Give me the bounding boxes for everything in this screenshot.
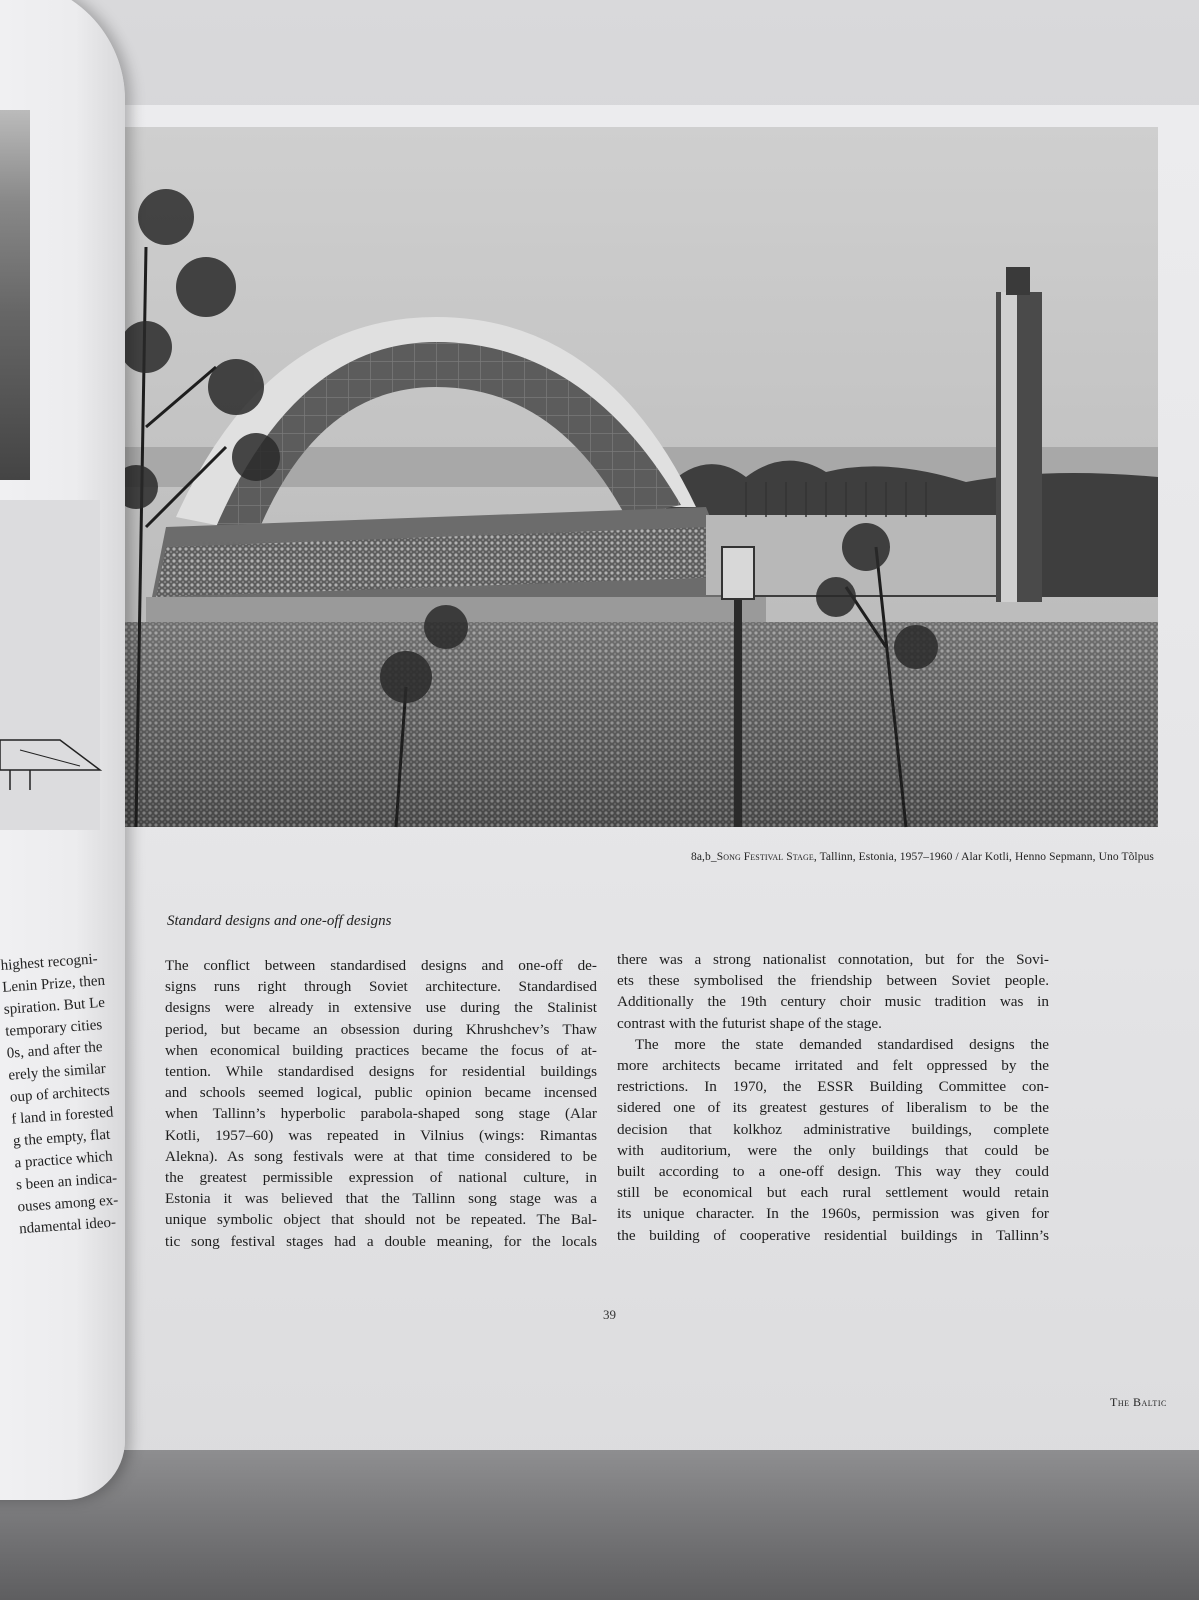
text-line: Kotli, 1957–60) was repeated in Vilnius (wings: Rimantas xyxy=(165,1126,597,1144)
text-line: tic song festival stages had a double meaning, for the locals xyxy=(165,1232,597,1250)
text-line: temporary cities xyxy=(4,1017,103,1040)
text-line: more architects became irritated and felt oppressed by the xyxy=(617,1057,1049,1075)
text-line: tention. While standardised designs for residential buildings xyxy=(165,1063,597,1081)
text-line: ouses among ex- xyxy=(17,1192,119,1216)
text-line: restrictions. In 1970, the ESSR Building Committee con- xyxy=(617,1078,1049,1096)
left-page xyxy=(0,0,125,1500)
left-page-photo xyxy=(0,110,30,480)
text-line: when Tallinn’s hyperbolic parabola-shaped song stage (Alar xyxy=(165,1105,597,1123)
text-line: g the empty, flat xyxy=(12,1126,111,1150)
text-line: the building of cooperative residential buildings in Tallinn’s xyxy=(617,1226,1049,1244)
text-line: 0s, and after the xyxy=(6,1039,104,1062)
left-page-text xyxy=(0,949,119,1241)
text-line: Lenin Prize, then xyxy=(1,972,106,996)
caption-separator: / xyxy=(955,851,959,863)
text-line: still be economical but each rural settlement would retain xyxy=(617,1184,1049,1202)
text-line: built according to a one-off design. This way they could xyxy=(617,1163,1049,1181)
text-line: f land in forested xyxy=(10,1104,114,1128)
text-line: unique symbolic object that should not be repeated. The Bal- xyxy=(165,1211,597,1229)
text-line: oup of architects xyxy=(9,1082,111,1106)
caption-architects: Alar Kotli, Henno Sepmann, Uno Tõlpus xyxy=(961,851,1154,863)
song-festival-stage-photo xyxy=(106,127,1158,827)
text-line: s been an indica- xyxy=(15,1170,118,1194)
caption-place-date: , Tallinn, Estonia, 1957–1960 xyxy=(813,851,953,863)
text-line: highest recogni- xyxy=(0,951,99,974)
text-line: when economical building practices became the focus of at- xyxy=(165,1041,597,1059)
caption-title: Song Festival Stage xyxy=(716,851,814,863)
text-line: The conflict between standardised designs and one-off de- xyxy=(165,957,597,974)
text-line: signs runs right through Soviet architecture. Standardised xyxy=(165,978,597,996)
text-line: and schools seemed logical, public opinion became incensed xyxy=(165,1084,597,1102)
text-line: period, but became an obsession during Khrushchev’s Thaw xyxy=(165,1020,597,1038)
section-title: Standard designs and one-off designs xyxy=(167,913,392,929)
body-column-2 xyxy=(617,949,1049,1246)
text-line: ets these symbolised the friendship between Soviet people. xyxy=(617,972,1049,990)
text-line: The more the state demanded standardised designs the xyxy=(635,1035,1049,1053)
text-line: decision that kolkhoz administrative buildings, complete xyxy=(617,1120,1049,1138)
text-line: with auditorium, were the only buildings that could be xyxy=(617,1141,1049,1159)
text-line: there was a strong nationalist connotation, but for the Sovi- xyxy=(617,951,1049,968)
figure-number: 8a,b_ xyxy=(690,851,717,863)
running-head: The Baltic xyxy=(1110,1395,1167,1409)
text-line: a practice which xyxy=(14,1148,114,1172)
text-line: erely the similar xyxy=(7,1060,107,1084)
text-line: Alekna). As song festivals were at that time considered to be xyxy=(165,1147,597,1165)
text-line: spiration. But Le xyxy=(3,994,106,1018)
text-line: designs were already in extensive use during the Stalinist xyxy=(165,999,597,1017)
body-column-1 xyxy=(165,955,597,1252)
text-line: sidered one of its greatest gestures of liberalism to be the xyxy=(617,1099,1049,1117)
text-line: the greatest permissible expression of national culture, in xyxy=(165,1169,597,1187)
text-line: Estonia it was believed that the Tallinn song stage was a xyxy=(165,1190,597,1208)
photo-caption xyxy=(691,851,1154,863)
text-line: ndamental ideo- xyxy=(18,1214,117,1238)
page-number: 39 xyxy=(603,1307,616,1322)
table-surface xyxy=(0,1450,1199,1600)
text-line: Additionally the 19th century choir music tradition was in xyxy=(617,993,1049,1011)
text-line: contrast with the futurist shape of the stage. xyxy=(617,1014,882,1032)
left-page-drawing xyxy=(0,500,100,830)
text-line: its unique character. In the 1960s, permission was given for xyxy=(617,1205,1049,1223)
